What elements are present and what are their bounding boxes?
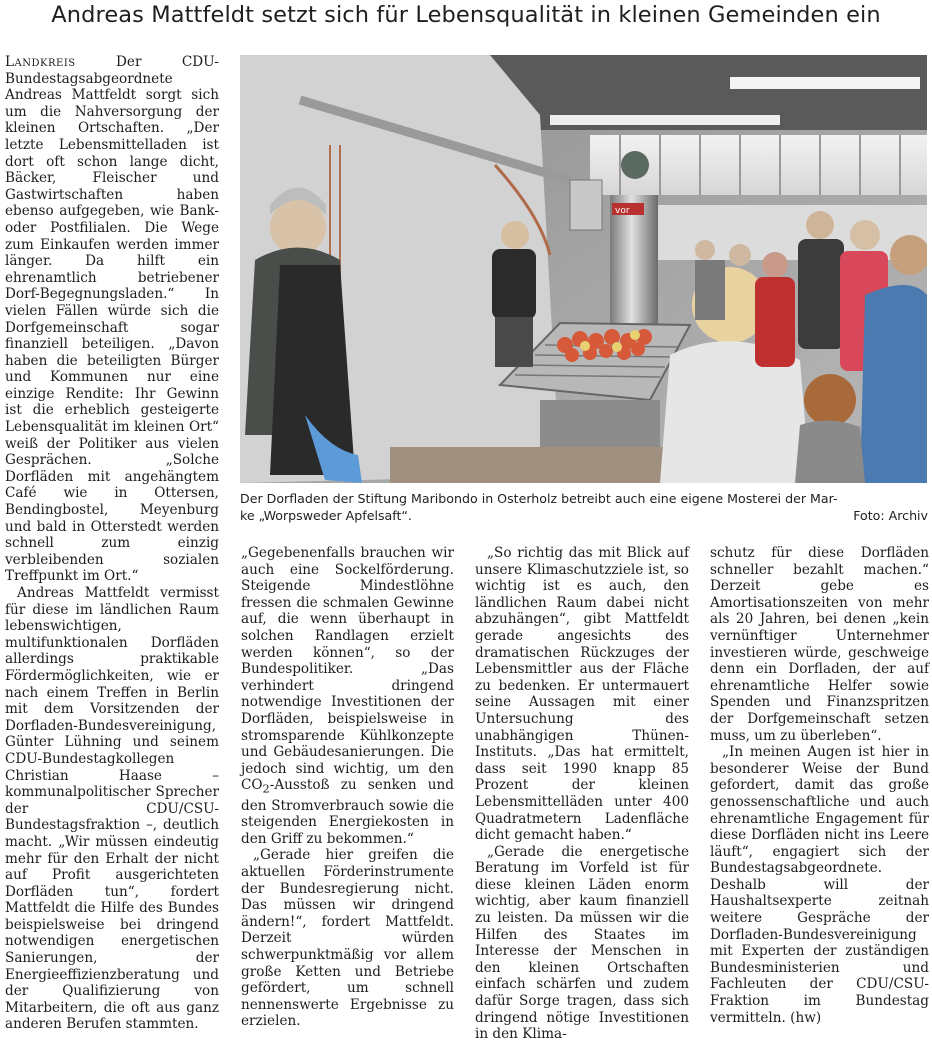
paragraph: schutz für diese Dorfläden schneller bezahlt machen.“ Derzeit gebe es Amortisationszeiten von mehr als 20 Jahren, bei denen „kein vernünftiger Unternehmer investieren würde, geschweige denn ein Dorfladen, der auf ehrenamtliche Helfer sowie Spenden und Finanzspritzen der Dorfgemeinschaft setzen muss, um zu überleben“. — [710, 545, 929, 744]
article-column-1 — [5, 54, 219, 1033]
paragraph — [5, 54, 219, 585]
paragraph: „Gerade hier greifen die aktuellen Förderinstrumente der Bundesregierung nicht. Das müssen wir dringend ändern!“, fordert Mattfeldt. Derzeit würden schwerpunktmäßig vor allem große Ketten und Betriebe gefördert, um schnell nennenswerte Ergebnisse zu erzielen. — [241, 847, 454, 1030]
paragraph-text: -Ausstoß zu senken und den Stromverbrauch sowie die steigenden Energiekosten in den Griff zu bekommen.“ — [241, 777, 454, 847]
machine-label: vor — [615, 206, 630, 216]
paragraph-text: Der CDU-Bundestagsabgeordnete Andreas Mattfeldt sorgt sich um die Nahversorgung der kleinen Ortschaften. „Der letzte Lebensmittelladen ist dort oft schon lange dicht, Bäcker, Fleischer und Gastwirtschaften haben ebenso aufgegeben, wie Bank- oder Postfilialen. Die Wege zum Einkaufen werden immer länger. Da hilft ein ehrenamtlich betriebener Dorf-Begegnungsladen.“ In vielen Fällen würde sich die Dorfgemeinschaft sogar finanziell beteiligen. „Davon haben die beteiligten Bürger und Kommunen nur eine einzige Rendite: Ihr Gewinn ist die erheblich gesteigerte Lebensqualität im kleinen Ort“ weiß der Politiker aus vielen Gesprächen. „Solche Dorfläden mit angehängtem Café wie in Ottersen, Bendingbostel, Meyenburg und bald in Otterstedt werden schnell zum einzig verbleibenden sozialen Treffpunkt im Ort.“ — [5, 54, 219, 585]
article-column-2 — [241, 545, 454, 1030]
article-column-4 — [710, 545, 929, 1026]
cider-press-photo — [240, 55, 927, 483]
paragraph: „So richtig das mit Blick auf unsere Klimaschutzziele ist, so wichtig ist es auch, den ländlichen Raum dabei nicht abzuhängen“, gibt Mattfeldt gerade angesichts des dramatischen Rückzuges der Lebensmittler aus der Fläche zu bedenken. Er untermauert seine Aussagen mit einer Untersuchung des unabhängigen Thünen-Instituts. „Das hat ermittelt, dass seit 1990 knapp 85 Prozent der kleinen Lebensmittelläden unter 400 Quadratmetern Ladenfläche dicht gemacht haben.“ — [475, 545, 689, 844]
paragraph: Andreas Mattfeldt vermisst für diese im ländlichen Raum lebenswichtigen, multifunktionalen Dorfläden allerdings praktikable Fördermöglichkeiten, wie er nach einem Treffen in Berlin mit dem Vorsitzenden der Dorfladen-Bundesvereinigung, Günter Lühning und seinem CDU-Bundestagkollegen Christian Haase – kommunalpolitischer Sprecher der CDU/CSU-Bundestagsfraktion –, deutlich macht. „Wir müssen eindeutig mehr für den Erhalt der nicht auf Profit ausgerichteten Dorfläden tun“, fordert Mattfeldt die Hilfe des Bundes beispielsweise bei dringend notwendigen energetischen Sanierungen, der Energieeffizienzberatung und der Qualifizierung von Mitarbeitern, die oft aus ganz anderen Berufen stammten. — [5, 585, 219, 1033]
photo-credit: Foto: Archiv — [853, 508, 928, 523]
headline: Andreas Mattfeldt setzt sich für Lebensqualität in kleinen Gemeinden ein — [51, 2, 881, 28]
paragraph: „Gerade die energetische Beratung im Vorfeld ist für diese kleinen Läden enorm wichtig, aber kaum finanziell zu leisten. Da müssen wir die Hilfen des Staates im Interesse der Menschen in den kleinen Ortschaften einfach schärfen und zudem dafür Sorge tragen, dass sich dringend nötige Investitionen in den Klima- — [475, 843, 689, 1043]
caption-line: Der Dorfladen der Stiftung Maribondo in Osterholz betreibt auch eine eigene Mosterei der Mar- — [240, 491, 838, 506]
photo-caption — [240, 490, 928, 524]
dateline: Landkreis — [5, 54, 76, 70]
paragraph: „In meinen Augen ist hier in besonderer Weise der Bund gefordert, damit das große genossenschaftliche und auch ehrenamtliche Engagement für diese Dorfläden nicht ins Leere läuft“, engagiert sich der Bundestagsabgeordnete. Deshalb will der Haushaltsexperte zeitnah weitere Gespräche der Dorfladen-Bundesvereinigung mit Experten der zuständigen Bundesministerien und Fachleuten der CDU/CSU-Fraktion im Bundestag vermitteln. (hw) — [710, 744, 929, 1026]
paragraph-text: „Gegebenenfalls brauchen wir auch eine Sockelförderung. Steigende Mindestlöhne fressen die schmalen Gewinne auf, die wenn überhaupt in solchen Randlagen erzielt werden können“, so der Bundespolitiker. „Das verhindert dringend notwendige Investitionen der Dorfläden, beispielsweise in stromsparende Kühlkonzepte und Gebäudesanierungen. Die jedoch sind wichtig, um den CO — [241, 545, 454, 794]
article-photo — [240, 55, 927, 483]
article-column-3 — [475, 545, 689, 1043]
paragraph — [241, 545, 454, 847]
subscript: 2 — [262, 782, 270, 797]
caption-line: ke „Worpsweder Apfelsaft“. — [240, 508, 412, 523]
